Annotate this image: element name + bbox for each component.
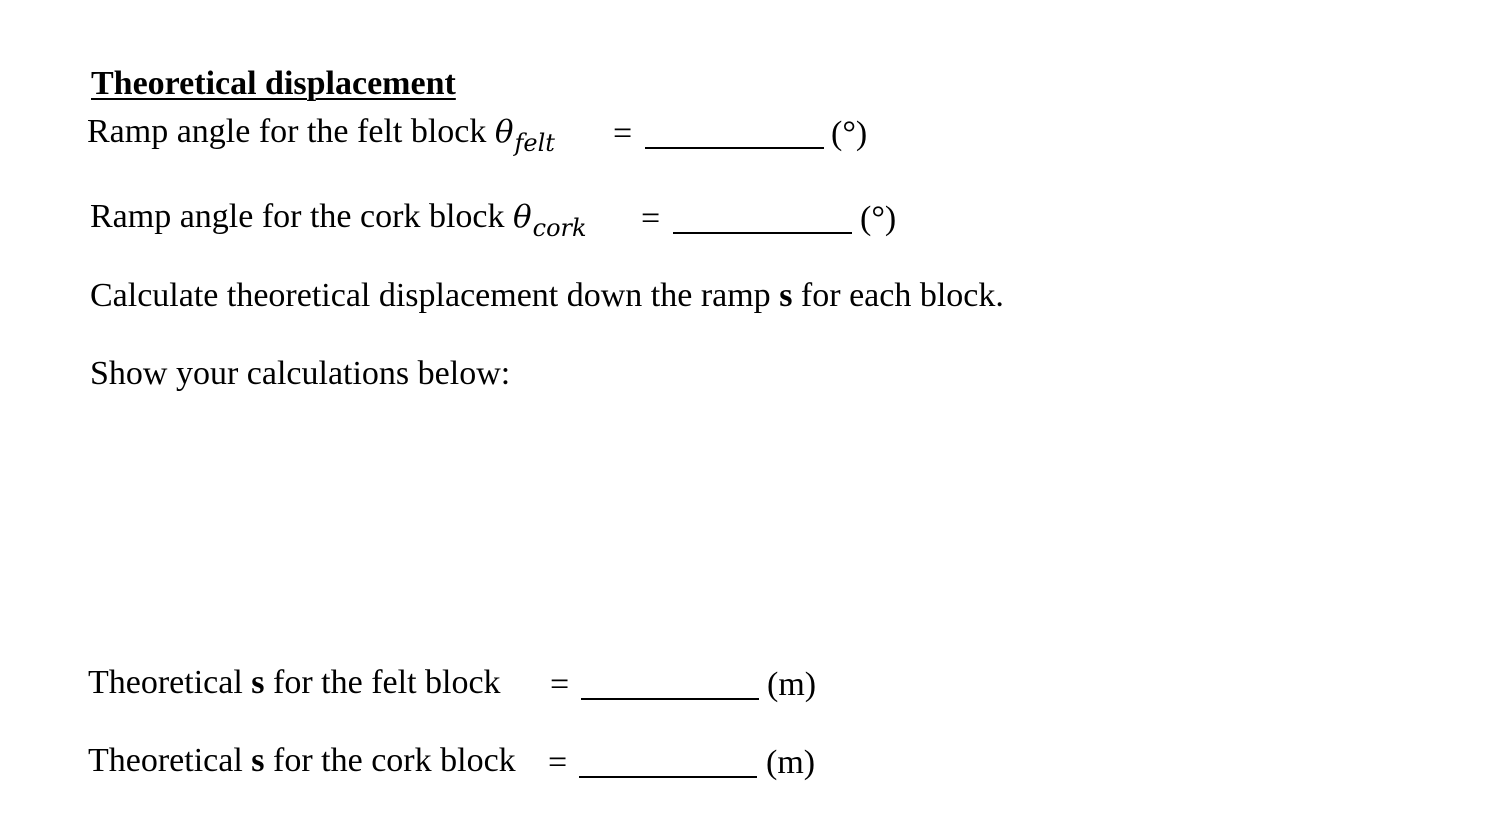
instruction-after: for each block. bbox=[792, 277, 1004, 314]
felt-s-equals: = bbox=[550, 666, 570, 703]
felt-angle-unit: (°) bbox=[831, 115, 868, 152]
felt-angle-equals: = bbox=[613, 115, 633, 152]
cork-angle-label bbox=[90, 197, 587, 242]
felt-angle-label bbox=[87, 112, 555, 157]
cork-subscript: cork bbox=[532, 214, 587, 242]
cork-s-unit: (m) bbox=[766, 744, 816, 781]
cork-s-label bbox=[88, 741, 516, 781]
felt-s-before: Theoretical bbox=[88, 664, 252, 701]
theta-symbol: θ bbox=[494, 114, 514, 150]
theta-symbol: θ bbox=[512, 199, 532, 235]
cork-s-after: for the cork block bbox=[264, 742, 516, 779]
cork-angle-answer-blank[interactable] bbox=[673, 232, 852, 234]
felt-s-label bbox=[88, 663, 501, 703]
felt-s-after: for the felt block bbox=[264, 664, 501, 701]
cork-s-equals: = bbox=[548, 744, 568, 781]
felt-angle-answer-blank[interactable] bbox=[645, 147, 824, 149]
instruction-bold-s: s bbox=[779, 277, 793, 314]
cork-s-before: Theoretical bbox=[88, 742, 252, 779]
instruction-before: Calculate theoretical displacement down the ramp bbox=[90, 277, 780, 314]
section-heading: Theoretical displacement bbox=[91, 65, 456, 102]
felt-s-bold: s bbox=[251, 664, 265, 701]
cork-angle-text: Ramp angle for the cork block bbox=[90, 198, 513, 235]
show-calculations-prompt: Show your calculations below: bbox=[90, 355, 511, 392]
calculation-area[interactable] bbox=[90, 400, 1090, 640]
felt-s-answer-blank[interactable] bbox=[581, 698, 759, 700]
cork-angle-equals: = bbox=[641, 200, 661, 237]
felt-angle-text: Ramp angle for the felt block bbox=[87, 113, 495, 150]
felt-subscript: felt bbox=[514, 129, 555, 157]
felt-s-unit: (m) bbox=[767, 666, 817, 703]
instruction-text bbox=[90, 276, 1004, 316]
cork-s-bold: s bbox=[251, 742, 265, 779]
cork-angle-unit: (°) bbox=[860, 200, 897, 237]
cork-s-answer-blank[interactable] bbox=[579, 776, 757, 778]
